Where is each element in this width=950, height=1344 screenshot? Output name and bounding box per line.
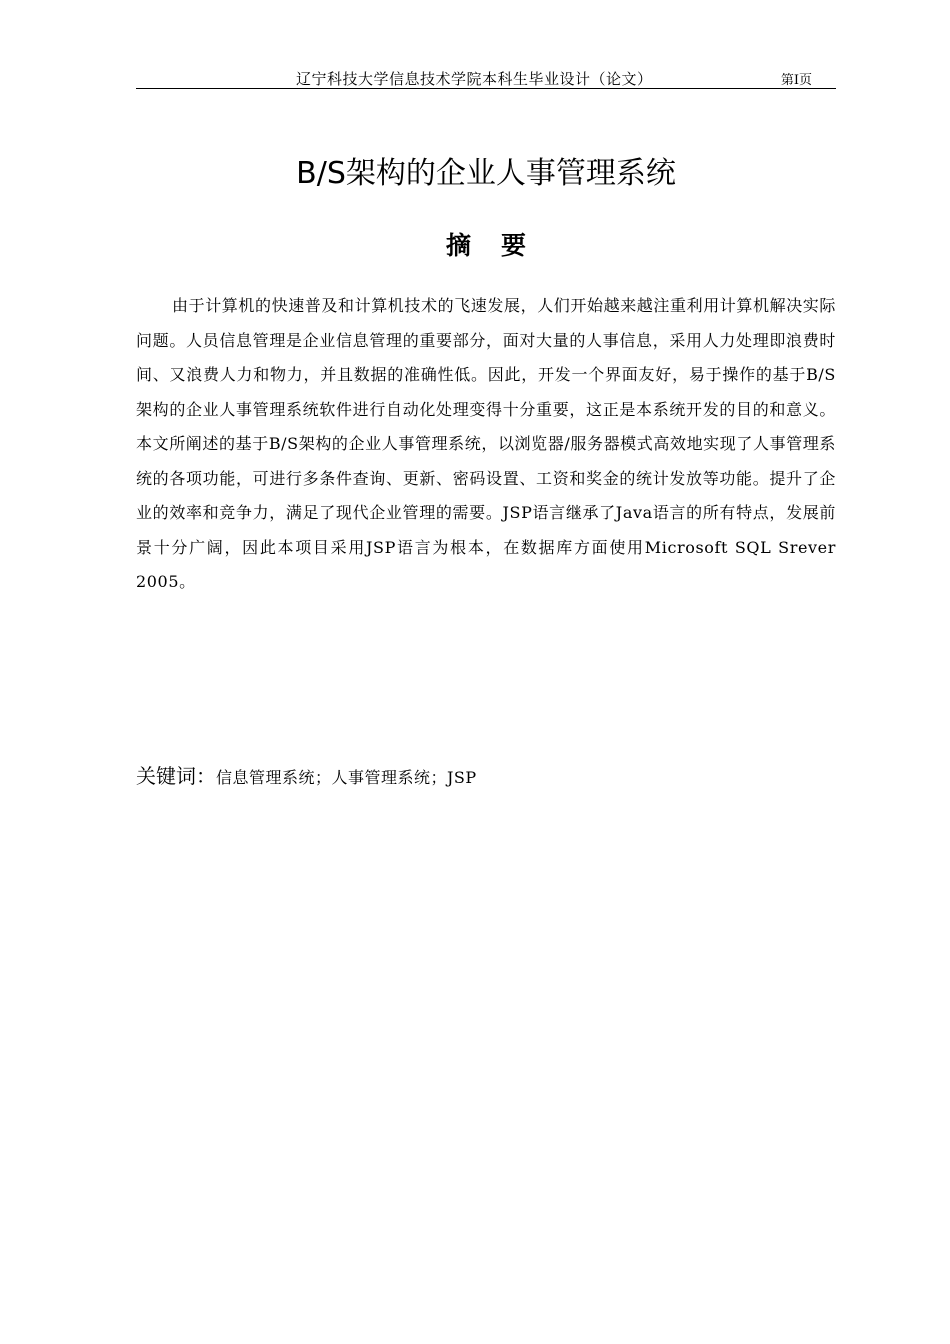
page-header (136, 66, 836, 89)
header-title: 辽宁科技大学信息技术学院本科生毕业设计（论文） (296, 72, 653, 88)
page-number: 第Ⅰ页 (780, 72, 812, 87)
document-title: B/S架构的企业人事管理系统 (296, 156, 676, 191)
keywords-label: 关键词： (136, 764, 216, 788)
keywords-values: 信息管理系统；人事管理系统；JSP (216, 768, 477, 787)
abstract-heading: 摘要 (445, 231, 556, 260)
abstract-body: 由于计算机的快速普及和计算机技术的飞速发展，人们开始越来越注重利用计算机解决实际问题。人员信息管理是企业信息管理的重要部分，面对大量的人事信息，采用人力处理即浪费时间、又浪费人力和物力，并且数据的准确性低。因此，开发一个界面友好，易于操作的基于B/S架构的企业人事管理系统软件进行自动化处理变得十分重要，这正是本系统开发的目的和意义。本文所阐述的基于B/S架构的企业人事管理系统，以浏览器/服务器模式高效地实现了人事管理系统的各项功能，可进行多条件查询、更新、密码设置、工资和奖金的统计发放等功能。提升了企业的效率和竞争力，满足了现代企业管理的需要。JSP语言继承了Java语言的所有特点，发展前景十分广阔，因此本项目采用JSP语言为根本，在数据库方面使用Microsoft SQL Srever 2005。 (136, 296, 837, 591)
keywords-line (136, 760, 836, 789)
